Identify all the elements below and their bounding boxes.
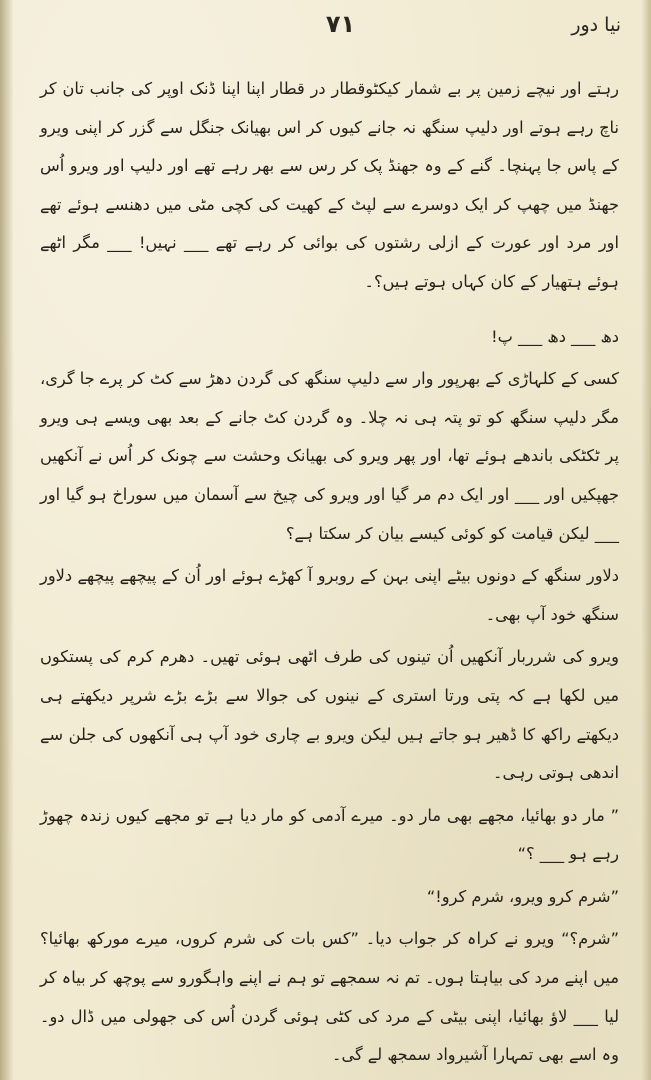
paragraph: کسی کے کلہاڑی کے بھرپور وار سے دلیپ سنگھ کی گردن دھڑ سے کٹ کر پرے جا گری، مگر دلیپ سنگھ کو تو پتہ ہی نہ چلا۔ وہ گردن کٹ جانے کے بعد بھی ویسے ہی ویرو پر ٹکٹکی باندھے ہوئے تھا، اور پھر ویرو کی بھیانک وحشت سے چونک کر اُس نے آنکھیں جھپکیں اور ___ اور ایک دم مر گیا اور ویرو کی چیخ سے آسمان میں سوراخ ہو گیا اور ___ لیکن قیامت کو کوئی کیسے بیان کر سکتا ہے؟: [40, 369, 619, 543]
page-edge-shadow-left: [0, 0, 14, 1080]
page-header: [60, 8, 621, 52]
page-number: ۷۱: [325, 10, 356, 38]
paragraph: دھ ___ دھ ___ پ!: [491, 326, 619, 346]
paragraph: رہتے اور نیچے زمین پر بے شمار کیکٹوقطار در قطار اپنا اپنا ڈنک اوپر کی جانب تان کر ناچ رہے ہوتے اور دلیپ سنگھ نہ جانے کیوں کر اس بھیانک جنگل سے گزر کر اپنی ویرو کے پاس جا پہنچا۔ گنے کے وہ جھنڈ پک کر رس سے بھر رہے تھے اور دلیپ اور ویرو اُس جھنڈ میں چھپ کر ایک دوسرے سے لپٹ کے کھیت کی کچی مٹی میں دھنسے ہوئے تھے اور مرد اور عورت کے ازلی رشتوں کی بوائی کر رہے تھے ___ نہیں! ___ مگر اٹھے ہوئے ہتھیار کے کان کہاں ہوتے ہیں؟۔: [40, 79, 619, 291]
paragraph: ”شرم کرو ویرو، شرم کرو!“: [426, 886, 619, 906]
paragraph: ” مار دو بھائیا، مجھے بھی مار دو۔ میرے آدمی کو مار دیا ہے تو مجھے کیوں زندہ چھوڑ رہے ہو ___ ؟“: [40, 805, 619, 864]
paragraph: ”شرم؟“ ویرو نے کراہ کر جواب دیا۔ ”کس بات کی شرم کروں، میرے مورکھ بھائیا؟ میں اپنے مرد کی بیاہتا ہوں۔ تم نہ سمجھے تو ہم نے اپنے واہگورو سے پوچھ کر بیاہ کر لیا ___ لاؤ بھائیا، اپنی بیٹی کے مرد کی کٹی ہوئی گردن اُس کی جھولی میں ڈال دو۔ وہ اسے بھی تمہارا آشیرواد سمجھ لے گی۔: [40, 929, 619, 1065]
paragraph: دلاور سنگھ کے دونوں بیٹے اپنی بہن کے روبرو آ کھڑے ہوئے اور اُن کے پیچھے پیچھے دلاور سنگھ خود آپ بھی۔: [40, 566, 619, 624]
paragraph: ویرو کی شرربار آنکھیں اُن تینوں کی طرف اٹھی ہوئی تھیں۔ دھرم کرم کی پستکوں میں لکھا ہے کہ پتی ورتا استری کے نینوں کی جوالا سے بڑے بڑے شرپر دیکھتے ہی دیکھتے راکھ کا ڈھیر ہو جاتے ہیں لیکن ویرو بے چاری خود آپ ہی آنکھوں کی جلن سے اندھی ہوتی رہی۔: [40, 647, 619, 783]
page-edge-shadow-right: [641, 0, 651, 1080]
story-text: [40, 70, 619, 1075]
journal-title: نیا دور: [571, 14, 621, 36]
